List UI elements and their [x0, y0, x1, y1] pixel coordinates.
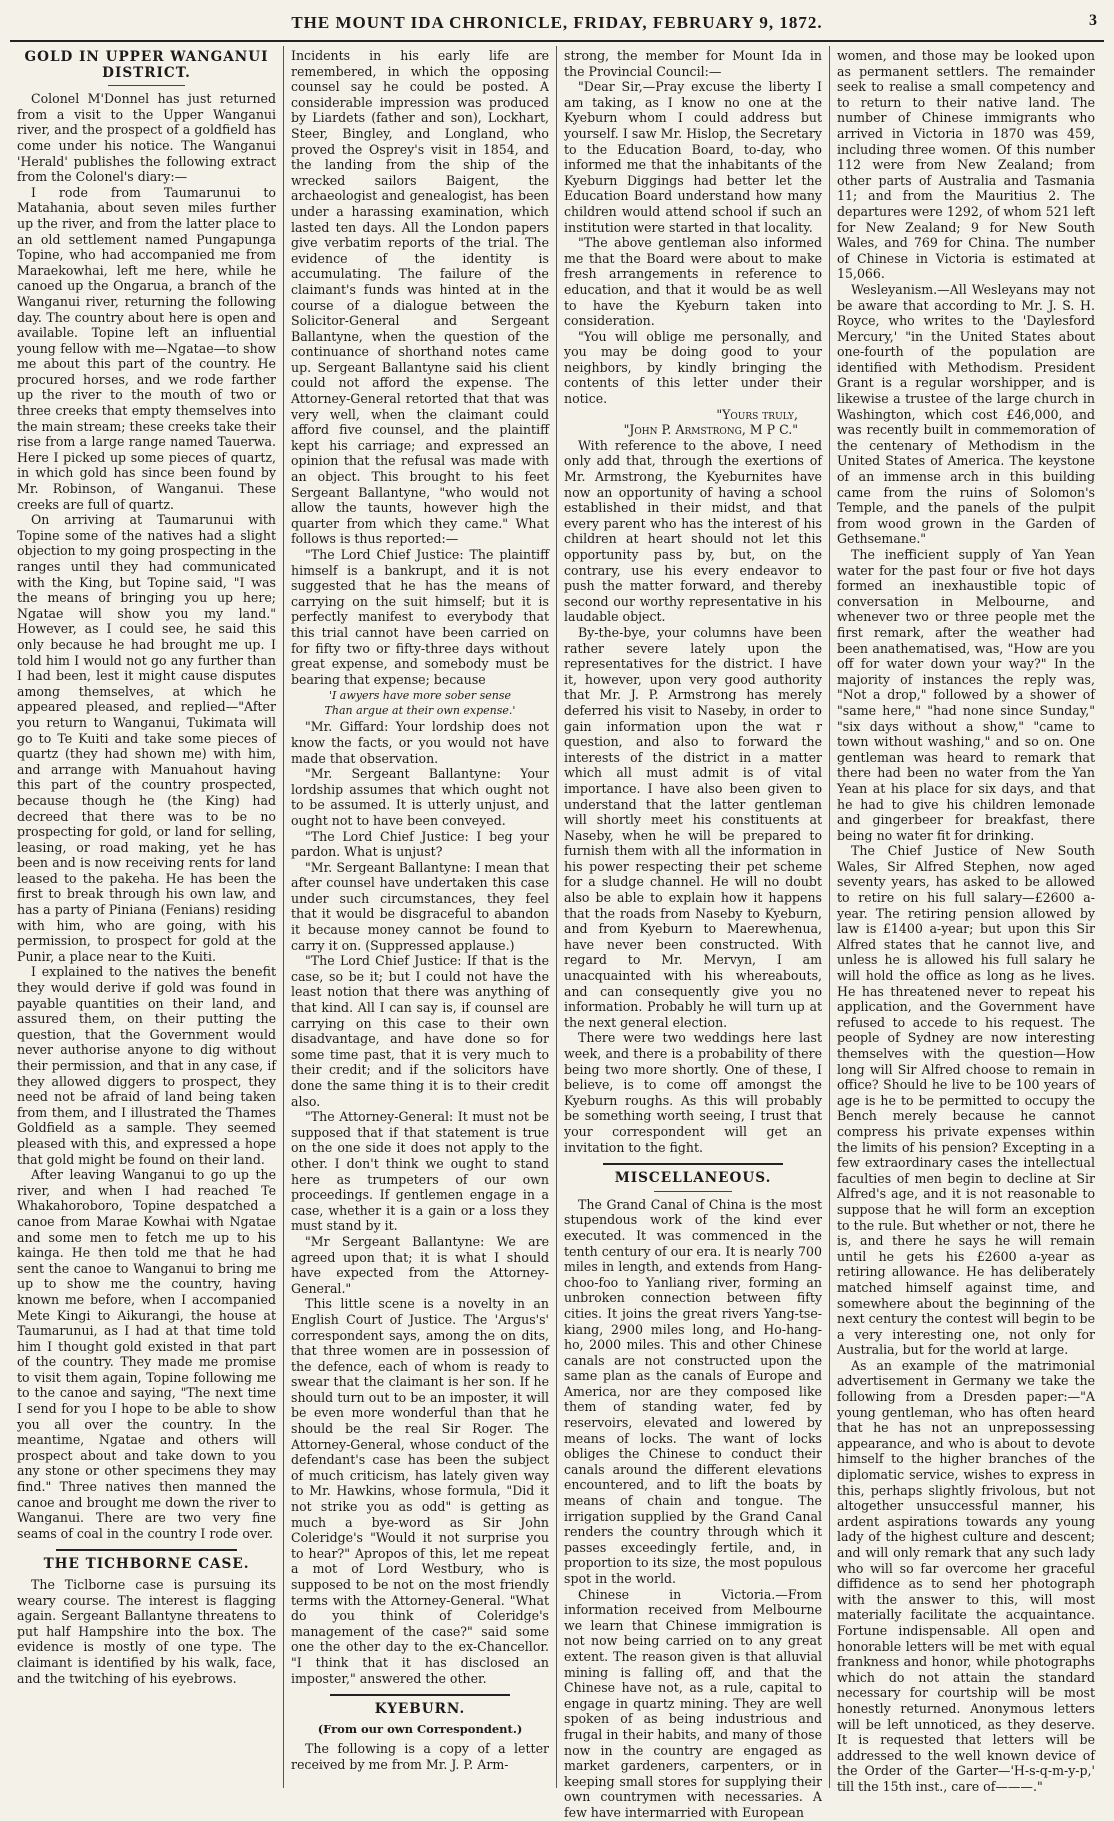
column-1	[10, 46, 283, 1788]
paragraph: "Dear Sir,—Pray excuse the liberty I am taking, as I know no one at the Kyeburn whom I could address but yourself. I saw Mr. Hislop, the Secretary to the Education Board, to-day, who informed me that the inhabitants of the Kyeburn Diggings had better let the Education Board understand how many children would attend school if such an institution were started in that locality.	[564, 79, 822, 235]
divider	[108, 85, 186, 86]
masthead-rule	[10, 40, 1104, 42]
paragraph: Colonel M'Donnel has just returned from a visit to the Upper Wanganui river, and the prospect of a goldfield has come under his notice. The Wanganui 'Herald' publishes the following extract from the Colonel's diary:—	[17, 91, 276, 185]
paragraph: This little scene is a novelty in an English Court of Justice. The 'Argus's' correspondent says, among the on dits, that three women are in possession of the defence, each of whom is ready to swear that the claimant is her son. If he should turn out to be an imposter, it will be even more wonderful than that he should be the real Sir Roger. The Attorney-General, whose conduct of the defendant's case has been the subject of much criticism, has lately given way to Mr. Hawkins, whose formula, "Did it not strike you as odd" is getting as much a bye-word as Sir John Coleridge's "Would it not surprise you to hear?" Apropos of this, let me repeat a mot of Lord Westbury, who is supposed to be not on the most friendly terms with the Attorney-General. "What do you think of Coleridge's management of the case?" said some one the other day to the ex-Chancellor. "I think that it has disclosed an imposter," answered the other.	[291, 1296, 549, 1686]
paragraph: After leaving Wanganui to go up the river, and when I had reached Te Whakahoroboro, Topine despatched a canoe from Marae Kowhai with Ngatae and some men to fetch me up to his kainga. He then told me that he had sent the canoe to Wanganui to bring me up to show me the country, having known me before, when I accompanied Mete Kingi to Aikurangi, the house at Taumarunui, as I had at that time told him I thought gold existed in that part of the country. They made me promise to visit them again, Topine following me to the canoe and saying, "The next time I send for you I hope to be able to show you all over the country. In the meantime, Ngatae and others will prospect about and take down to you any stone or other specimens they may find." Three natives then manned the canoe and brought me down the river to Wanganui. There are two very fine seams of coal in the country I rode over.	[17, 1167, 276, 1541]
paragraph: The Grand Canal of China is the most stupendous work of the kind ever executed. It was commenced in the tenth century of our era. It is nearly 700 miles in length, and extends from Hang-choo-foo to Yanliang river, forming an unbroken connection between fifty cities. It joins the great rivers Yang-tse-kiang, 2900 miles long, and Ho-hang-ho, 2000 miles. This and other Chinese canals are not constructed upon the same plan as the canals of Europe and America, nor are they composed like them of standing water, fed by reservoirs, elevated and lowered by means of locks. The want of locks obliges the Chinese to conduct their canals around the different elevations encountered, and to lift the boats by means of chain and tongue. The irrigation supplied by the Grand Canal renders the country through which it passes exceedingly fertile, and, in proportion to its size, the most populous spot in the world.	[564, 1196, 822, 1586]
paragraph: The Chief Justice of New South Wales, Sir Alfred Stephen, now aged seventy years, has asked to be allowed to retire on his full salary—£2600 a-year. The retiring pension allowed by law is £1400 a-year; but upon this Sir Alfred states that he cannot live, and unless he is allowed his full salary he will hold the office as long as he lives. He has threatened never to repeat his application, and the Government have refused to accede to his request. The people of Sydney are now interesting themselves with the question—How long will Sir Alfred choose to remain in office? Should he live to be 100 years of age is he to be permitted to occupy the Bench merely because he cannot compress his private expenses within the limits of his pension? Excepting in a few extraordinary cases the intellectual faculties of men begin to decline at Sir Alfred's age, and it is not reasonable to suppose that he will form an exception to the rule. But whether or not, there he is, and there he says he will remain until he gets his £2600 a-year as retiring allowance. He has deliberately matched himself against time, and somewhere about the beginning of the next century the contest will begin to be a very interesting one, not only for Australia, but for the world at large.	[837, 843, 1095, 1358]
letter-signature: "John P. Armstrong, M P C."	[623, 422, 798, 438]
article-heading: GOLD IN UPPER WANGANUI DISTRICT.	[24, 49, 269, 81]
paragraph: "You will oblige me personally, and you may be doing good to your neighbors, by kindly bringing the contents of this letter under their notice.	[564, 328, 822, 407]
paragraph: Chinese in Victoria.—From information received from Melbourne we learn that Chinese immigration is not now being carried on to any great extent. The reason given is that alluvial mining is falling off, and that the Chinese have not, as a rule, capital to engage in quartz mining. They are well spoken of as being industrious and frugal in their habits, and many of those now in the country are engaged as market gardeners, carpenters, or in keeping small stores for supplying their own countrymen with necessaries. A few have intermarried with European	[564, 1586, 822, 1820]
paragraph: "The Lord Chief Justice: The plaintiff himself is a bankrupt, and it is not suggested that he has the means of carrying on the suit himself; but it is perfectly manifest to everybody that this trial cannot have been carried on for fifty two or fifty-three days without great expense, and somebody must be bearing that expense; because	[291, 547, 549, 687]
paragraph: "Mr. Giffard: Your lordship does not know the facts, or you would not have made that observation.	[291, 719, 549, 766]
article-heading: KYEBURN.	[374, 1701, 466, 1718]
article-heading: THE TICHBORNE CASE.	[43, 1556, 250, 1573]
page-number: 3	[1089, 12, 1098, 29]
masthead	[10, 6, 1104, 40]
paragraph: Wesleyanism.—All Wesleyans may not be aware that according to Mr. J. S. H. Royce, who writes to the 'Daylesford Mercury,' "in the United States about one-fourth of the population are identified with Methodism. President Grant is a regular worshipper, and is likewise a trustee of the large church in Washington, which cost £46,000, and was recently built in commemoration of the centenary of Methodism in the United States of America. The keystone of an immense arch in this building came from the ruins of Solomon's Temple, and the panels of the pulpit from wood grown in the Garden of Gethsemane."	[837, 281, 1095, 547]
paragraph: On arriving at Taumarunui with Topine some of the natives had a slight objection to my going prospecting in the ranges until they had communicated with the King, but Topine said, "I was the means of bringing you up here; Ngatae will show you my land." However, as I could see, he said this only because he had brought me up. I told him I would not go any further than I had been, lest it might cause disputes among themselves, at which he appeared pleased, and replied—"After you return to Wanganui, Tukimata will go to Te Kuiti and take some pieces of quartz (they had shown me) with him, and arrange with Manuahout having this part of the country prospected, because though he (the King) had decreed that there was to be no prospecting for gold, or land for selling, leasing, or road making, yet he has been and is now receiving rents for land leased to the pakeha. He has been the first to break through his own law, and has a party of Piniana (Fenians) residing with him, who are going, with his permission, to prospect for gold at the Punir, a place near to the Kuiti.	[17, 512, 276, 964]
paragraph: As an example of the matrimonial advertisement in Germany we take the following from a Dresden paper:—"A young gentleman, who has often heard that he has not an unprepossessing appearance, and who is about to devote himself to the higher branches of the diplomatic service, wishes to express in this, perhaps slightly frivolous, but not altogether unsuccessful manner, his ardent aspirations towards any young lady of the highest culture and descent; and will only remark that any such lady who will so far overcome her graceful diffidence as to send her photograph with the answer to this, will most materially facilitate the acquaintance. Fortune indispensable. All open and honorable letters will be met with equal frankness and honor, while photographs which do not attain the standard necessary for courtship will be most honestly returned. Anonymous letters will be left unnoticed, as they deserve. It is requested that letters will be addressed to the well known device of the Order of the Garter—'H-s-q-m-y-p,' till the 15th inst., care of———."	[837, 1357, 1095, 1794]
paragraph: I rode from Taumarunui to Matahania, about seven miles further up the river, and from the latter place to an old settlement named Pungapunga Topine, who had accompanied me from Maraekowhai, left me here, while he canoed up the Ongarua, a branch of the Wanganui river, returning the following day. The country about here is open and available. Topine left an influential young fellow with me—Ngatae—to show me about this part of the country. He procured horses, and we rode farther up the river to the mouth of two or three creeks that empty themselves into the main stream; these creeks take their rise from a large range named Tauerwa. Here I picked up some pieces of quartz, in which gold has since been found by Mr. Robinson, of Wanganui. These creeks are full of quartz.	[17, 184, 276, 512]
column-3	[556, 46, 829, 1820]
paragraph: "The above gentleman also informed me that the Board were about to make fresh arrangements in reference to education, and that it would be as well to have the Kyeburn taken into consideration.	[564, 235, 822, 329]
paragraph: The Ticlborne case is pursuing its weary course. The interest is flagging again. Sergeant Ballantyne threatens to put half Hampshire into the box. The evidence is mostly of one type. The claimant is identified by his walk, face, and the twitching of his eyebrows.	[17, 1577, 276, 1686]
paragraph: strong, the member for Mount Ida in the Provincial Council:—	[564, 48, 822, 79]
paragraph: There were two weddings here last week, and there is a probability of there being two more shortly. One of these, I believe, is to come off amongst the Kyeburn roughs. As this will probably be something worth seeing, I trust that your correspondent will get an invitation to the fight.	[564, 1030, 822, 1155]
verse-line: Than argue at their own expense.'	[324, 704, 516, 718]
paragraph: "The Lord Chief Justice: If that is the case, so be it; but I could not have the least notion that there was anything of that kind. All I can say is, if counsel are carrying on this case to their own disadvantage, and have done so for some time past, that it is very much to their credit; and if the solicitors have done the same thing it is to their credit also.	[291, 953, 549, 1109]
paragraph: The following is a copy of a letter received by me from Mr. J. P. Arm-	[291, 1741, 549, 1772]
columns	[10, 46, 1104, 1820]
paragraph: "Mr. Sergeant Ballantyne: I mean that after counsel have undertaken this case under such circumstances, they feel that it would be disgraceful to abandon it because money cannot be found to carry it on. (Suppressed applause.)	[291, 859, 549, 953]
masthead-title: THE MOUNT IDA CHRONICLE, FRIDAY, FEBRUARY 9, 1872.	[291, 13, 823, 32]
letter-closing: "Yours truly,	[716, 406, 798, 422]
paragraph: With reference to the above, I need only add that, through the exertions of Mr. Armstrong, the Kyeburnites have now an opportunity of having a school established in their midst, and that every parent who has the interest of his children at heart should not let this opportunity pass by, but, on the contrary, use his every endeavor to push the matter forward, and thereby second our worthy representative in his laudable object.	[564, 437, 822, 625]
article-heading: MISCELLANEOUS.	[614, 1170, 772, 1187]
divider	[56, 1549, 237, 1551]
paragraph: "The Lord Chief Justice: I beg your pardon. What is unjust?	[291, 828, 549, 860]
paragraph: "Mr. Sergeant Ballantyne: Your lordship assumes that which ought not to be assumed. It is utterly unjust, and ought not to have been conveyed.	[291, 766, 549, 828]
verse-line: 'I awyers have more sober sense	[328, 689, 512, 703]
divider	[330, 1694, 511, 1696]
paragraph: women, and those may be looked upon as permanent settlers. The remainder seek to realise a small competency and to return to their native land. The number of Chinese immigrants who arrived in Victoria in 1870 was 459, including three women. Of this number 112 were from New Zealand; from other parts of Australia and Tasmania 11; and from the Mauritius 2. The departures were 1292, of whom 521 left for New Zealand; 9 for New South Wales, and 769 for China. The number of Chinese in Victoria is estimated at 15,066.	[837, 48, 1095, 282]
paragraph: I explained to the natives the benefit they would derive if gold was found in payable quantities on their land, and assured them, on their putting the question, that the Government would never authorise anyone to dig without their permission, and that in any case, if they allowed diggers to prospect, they need not be afraid of land being taken from them, and I illustrated the Thames Goldfield as a sample. They seemed pleased with this, and expressed a hope that gold might be found on their land.	[17, 964, 276, 1167]
paragraph: "Mr Sergeant Ballantyne: We are agreed upon that; it is what I should have expected from the Attorney-General."	[291, 1233, 549, 1296]
paragraph: Incidents in his early life are remembered, in which the opposing counsel say he could be posted. A considerable impression was produced by Liardets (father and son), Lockhart, Steer, Bingley, and Longland, who proved the Osprey's visit in 1854, and the landing from the ship of the wrecked sailors Baigent, the archaeologist and genealogist, has been under a harassing examination, which lasted ten days. All the London papers give verbatim reports of the trial. The evidence of the identity is accumulating. The failure of the claimant's funds was hinted at in the course of a dialogue between the Solicitor-General and Sergeant Ballantyne, when the question of the continuance of shorthand notes came up. Sergeant Ballantyne said his client could not afford the expense. The Attorney-General retorted that that was very well, when the claimant could afford five counsel, and the plaintiff kept his carriage; and expressed an opinion that the refusal was made with an object. This brought to his feet Sergeant Ballantyne, "who would not allow the taunts, however high the quarter from which they came." What follows is thus reported:—	[291, 48, 549, 547]
paragraph: By-the-bye, your columns have been rather severe lately upon the representatives for the district. I have it, however, upon very good authority that Mr. J. P. Armstrong has merely deferred his visit to Naseby, in order to gain information upon the wat r question, and also to forward the interests of the district in a matter which all must admit is of vital importance. I have also been given to understand that the latter gentleman will shortly meet his constituents at Naseby, when he will be prepared to furnish them with all the information in his power respecting their pet scheme for a sludge channel. He will no doubt also be able to explain how it happens that the roads from Naseby to Kyeburn, and from Kyeburn to Maerewhenua, have never been constructed. With regard to Mr. Mervyn, I am unacquainted with his whereabouts, and can consequently give you no information. Probably he will turn up at the next general election.	[564, 624, 822, 1030]
article-subheading: (From our own Correspondent.)	[317, 1721, 523, 1736]
divider	[654, 1191, 731, 1192]
paragraph: The inefficient supply of Yan Yean water for the past four or five hot days formed an inexhaustible topic of conversation in Melbourne, and whenever two or three people met the first remark, after the weather had been anathematised, was, "How are you off for water down your way?" In the majority of instances the reply was, "Not a drop," followed by a shower of "same here," "had none since Sunday," "six days without a show," "came to town without washing," and so on. One gentleman was heard to remark that there had been no water from the Yan Yean at his place for six days, and that he had to give his children lemonade and gingerbeer for breakfast, there being no water fit for drinking.	[837, 547, 1095, 843]
paragraph: "The Attorney-General: It must not be supposed that if that statement is true on the one side it does not apply to the other. I don't think we ought to stand here as trumpeters of our own proceedings. If gentlemen engage in a case, whether it is a gain or a loss they must stand by it.	[291, 1109, 549, 1234]
divider	[603, 1163, 784, 1165]
column-2	[283, 46, 556, 1788]
column-4	[829, 46, 1102, 1794]
